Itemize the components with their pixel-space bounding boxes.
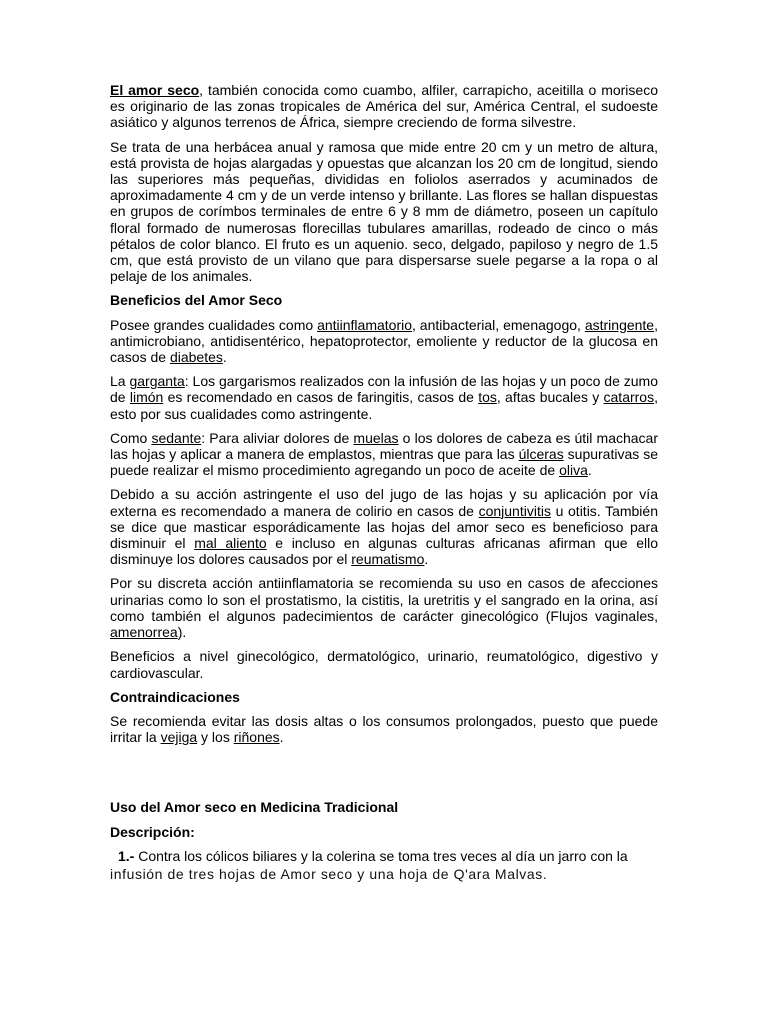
link-garganta[interactable]: garganta bbox=[129, 373, 185, 390]
link-mal-aliento[interactable]: mal aliento bbox=[194, 535, 267, 552]
link-muelas[interactable]: muelas bbox=[353, 429, 399, 446]
link-oliva[interactable]: oliva bbox=[559, 462, 588, 479]
link-vejiga[interactable]: vejiga bbox=[160, 729, 198, 746]
description-paragraph: Se trata de una herbácea anual y ramosa que mide entre 20 cm y un metro de altura, está provista de hojas alargadas y opuestas que alcanzan los 20 cm de longitud, siendo las superiores más pequeñas, divididas en foliolos aserrados y acuminados de aproximadamente 4 cm y de un verde intenso y brillante. Las flores se hallan dispuestas en grupos de corímbos terminales de entre 6 y 8 mm de diámetro, poseen un capítulo floral formado de numerosas florecillas tubulares amarillas, rodeado de cinco o más pétalos de color blanco. El fruto es un aquenio. seco, delgado, papiloso y negro de 1.5 cm, que está provisto de un vilano que para dispersarse suele pegarse a la ropa o al pelaje de los animales. bbox=[110, 138, 658, 285]
description-subheading: Descripción: bbox=[110, 823, 195, 840]
link-astringente[interactable]: astringente bbox=[584, 316, 655, 333]
link-diabetes[interactable]: diabetes bbox=[169, 349, 223, 366]
contraindications-paragraph: Se recomienda evitar las dosis altas o los consumos prolongados, puesto que puede irritar la vejiga y los riñones. bbox=[110, 712, 658, 746]
link-amenorrea[interactable]: amenorrea bbox=[110, 624, 178, 641]
benefits-heading: Beneficios del Amor Seco bbox=[110, 292, 283, 309]
section-spacer bbox=[110, 753, 658, 799]
list-item-line-2: infusión de tres hojas de Amor seco y una hoja de Q'ara Malvas. bbox=[110, 865, 548, 882]
link-ulceras[interactable]: úlceras bbox=[518, 446, 564, 463]
list-item-number: 1.- bbox=[118, 847, 135, 864]
link-rinones[interactable]: riñones bbox=[233, 729, 280, 746]
benefits-paragraph-2: La garganta: Los gargarismos realizados con la infusión de las hojas y un poco de zumo de limón es recomendado en casos de faringitis, casos de tos, aftas bucales y catarros, esto por sus cualidades como astringente. bbox=[110, 373, 658, 422]
link-limon[interactable]: limón bbox=[129, 389, 164, 406]
list-item bbox=[110, 848, 658, 882]
contraindications-heading: Contraindicaciones bbox=[110, 688, 240, 705]
intro-term: El amor seco bbox=[110, 82, 200, 98]
list-item-line-1: 1.- Contra los cólicos biliares y la colerina se toma tres veces al día un jarro con la bbox=[118, 847, 628, 864]
document-page bbox=[110, 82, 658, 890]
link-tos[interactable]: tos bbox=[478, 389, 497, 406]
link-catarros[interactable]: catarros bbox=[603, 389, 655, 406]
link-conjuntivitis[interactable]: conjuntivitis bbox=[478, 502, 551, 519]
benefits-paragraph-6: Beneficios a nivel ginecológico, dermatológico, urinario, reumatológico, digestivo y cardiovascular. bbox=[110, 648, 658, 681]
link-reumatismo[interactable]: reumatismo bbox=[351, 551, 425, 568]
traditional-heading: Uso del Amor seco en Medicina Tradicional bbox=[110, 799, 399, 816]
link-sedante[interactable]: sedante bbox=[151, 429, 202, 446]
benefits-paragraph-3: Como sedante: Para aliviar dolores de muelas o los dolores de cabeza es útil machacar las hojas y aplicar a manera de emplastos, mientras que para las úlceras supurativas se puede realizar el mismo procedimiento agregando un poco de aceite de oliva. bbox=[110, 429, 658, 479]
intro-paragraph: El amor seco, también conocida como cuambo, alfiler, carrapicho, aceitilla o moriseco es originario de las zonas tropicales de América del sur, América Central, el sudoeste asiático y algunos terrenos de África, siempre creciendo de forma silvestre. bbox=[110, 82, 658, 131]
benefits-paragraph-1: Posee grandes cualidades como antiinflamatorio, antibacterial, emenagogo, astringente, antimicrobiano, antidisentérico, hepatoprotector, emoliente y reductor de la glucosa en casos de diabetes. bbox=[110, 316, 658, 366]
benefits-paragraph-5: Por su discreta acción antiinflamatoria se recomienda su uso en casos de afecciones urinarias como lo son el prostatismo, la cistitis, la uretritis y el sangrado en la orina, así como también el algunos padecimientos de carácter ginecológico (Flujos vaginales, amenorrea). bbox=[110, 575, 658, 641]
link-antiinflamatorio[interactable]: antiinflamatorio bbox=[317, 316, 413, 333]
benefits-paragraph-4: Debido a su acción astringente el uso del jugo de las hojas y su aplicación por vía externa es recomendado a manera de colirio en casos de conjuntivitis u otitis. También se dice que masticar esporádicamente las hojas del amor seco es beneficioso para disminuir el mal aliento e incluso en algunas culturas africanas afirman que ello disminuye los dolores causados por el reumatismo. bbox=[110, 486, 658, 568]
